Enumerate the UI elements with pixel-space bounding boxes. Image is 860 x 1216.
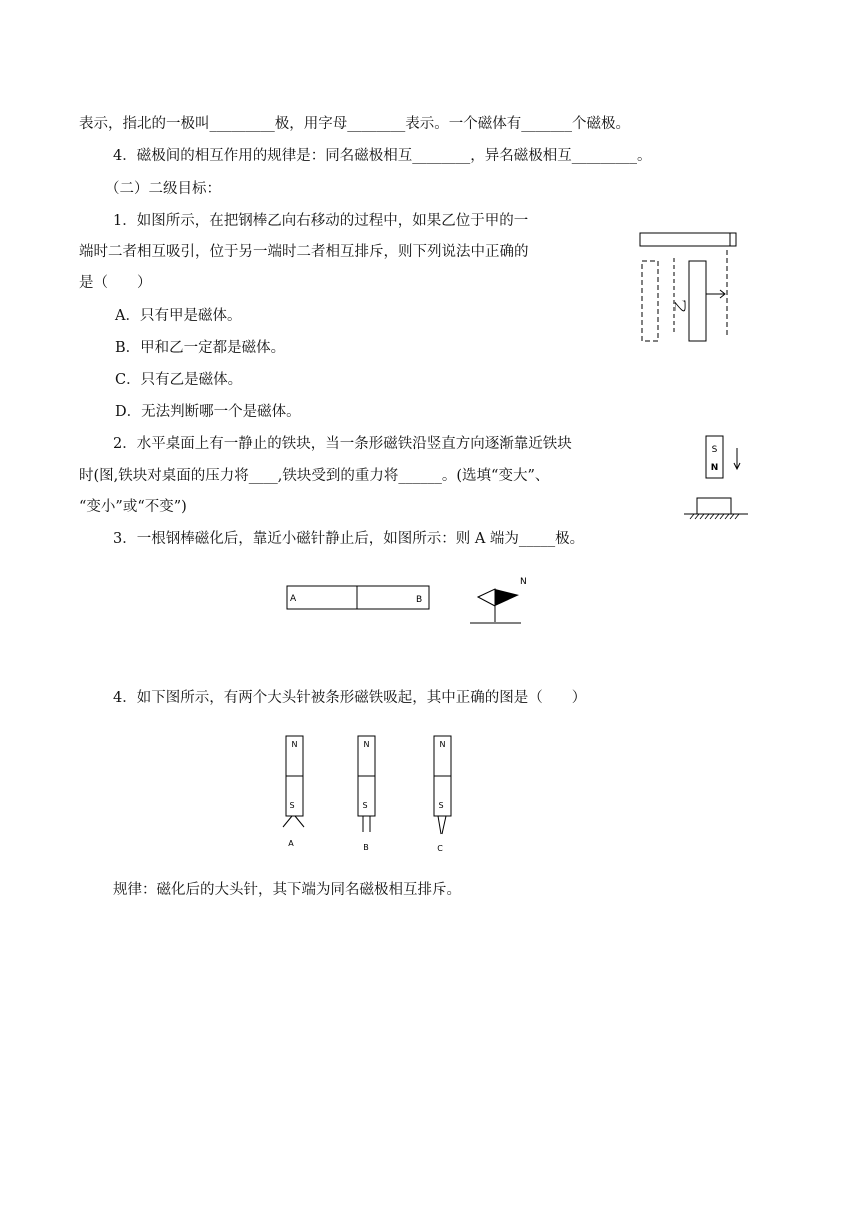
magnet-c bbox=[434, 736, 451, 853]
section-heading: （二）二级目标： bbox=[105, 181, 221, 197]
question-2-line-3: “变小”或“不变”) bbox=[79, 499, 187, 515]
option-a: A．只有甲是磁体。 bbox=[115, 308, 242, 324]
text-line-1: 表示，指北的一极叫_________极，用字母________表示。一个磁体有_______个磁极。 bbox=[79, 116, 630, 132]
magnet-c-south: S bbox=[438, 801, 444, 810]
question-3: 3．一根钢棒磁化后，靠近小磁针静止后，如图所示：则 A 端为_____极。 bbox=[113, 531, 585, 547]
magnet-c-north: N bbox=[439, 740, 446, 749]
caption-a: A bbox=[288, 839, 294, 848]
magnet-b-north: N bbox=[363, 740, 370, 749]
magnet-pole-bottom: N bbox=[710, 463, 719, 473]
compass-north-label: N bbox=[520, 577, 527, 587]
option-d: D．无法判断哪一个是磁体。 bbox=[115, 404, 301, 420]
question-4: 4．如下图所示，有两个大头针被条形磁铁吸起，其中正确的图是（ ） bbox=[113, 690, 587, 706]
question-1-line-3: 是（ ） bbox=[79, 275, 152, 291]
figure-magnet-iron-block bbox=[682, 432, 752, 524]
figure-magnets-pins bbox=[270, 730, 470, 856]
rule-text: 规律：磁化后的大头针，其下端为同名磁极相互排斥。 bbox=[113, 882, 461, 898]
option-b: B．甲和乙一定都是磁体。 bbox=[115, 340, 286, 356]
magnet-a bbox=[283, 736, 304, 848]
caption-c: C bbox=[437, 844, 443, 853]
rod-end-b: B bbox=[416, 595, 423, 605]
magnet-b bbox=[358, 736, 375, 852]
rod-end-a: A bbox=[290, 594, 297, 604]
bar-yi-label: 乙 bbox=[674, 299, 689, 313]
magnet-a-south: S bbox=[289, 801, 295, 810]
magnet-pole-top: S bbox=[711, 445, 718, 455]
text-line-2: 4．磁极间的相互作用的规律是：同名磁极相互________，异名磁极相互_________。 bbox=[113, 148, 652, 164]
option-c: C．只有乙是磁体。 bbox=[115, 372, 243, 388]
magnet-a-north: N bbox=[291, 740, 298, 749]
question-1-line-2: 端时二者相互吸引，位于另一端时二者相互排斥，则下列说法中正确的 bbox=[79, 244, 529, 260]
magnet-b-south: S bbox=[362, 801, 368, 810]
figure-bars-jia-yi bbox=[632, 230, 744, 346]
question-2-line-2: 时(图,铁块对桌面的压力将____,铁块受到的重力将______。(选填“变大”、 bbox=[79, 468, 550, 484]
question-2-line-1: 2．水平桌面上有一静止的铁块，当一条形磁铁沿竖直方向逐渐靠近铁块 bbox=[113, 436, 572, 452]
figure-rod-compass bbox=[282, 570, 532, 630]
question-1-line-1: 1．如图所示，在把钢棒乙向右移动的过程中，如果乙位于甲的一 bbox=[113, 213, 529, 229]
caption-b: B bbox=[363, 843, 369, 852]
